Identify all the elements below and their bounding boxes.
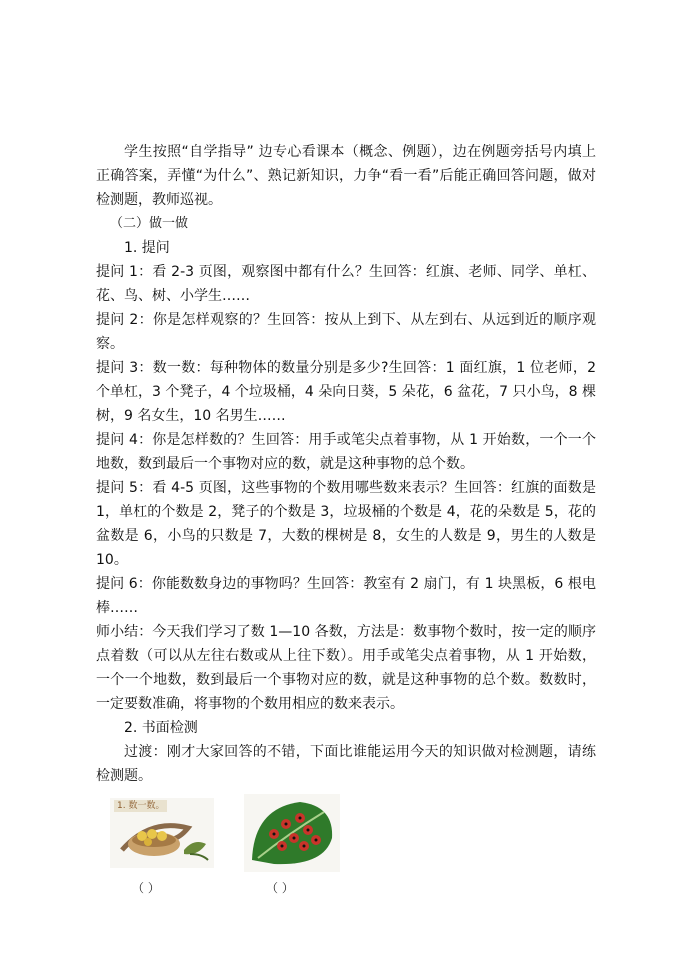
subheading-written-test: 2. 书面检测 <box>124 720 198 736</box>
document-body <box>96 140 596 904</box>
question-2: 提问 2：你是怎样观察的？生回答：按从上到下、从左到右、从远到近的顺序观察。 <box>96 312 596 352</box>
question-4: 提问 4：你是怎样数的？生回答：用手或笔尖点着事物，从 1 开始数，一个一个地数，数到最后一个事物对应的数，就是这种事物的总个数。 <box>96 432 596 472</box>
subheading-questions: 1. 提问 <box>124 240 170 256</box>
section-heading: （二）做一做 <box>110 216 189 231</box>
answer-blank-left: （ ） <box>132 881 160 895</box>
ladybugs-on-leaf-icon <box>244 794 340 872</box>
question-1: 提问 1：看 2-3 页图，观察图中都有什么？生回答：红旗、老师、同学、单杠、花、鸟、树、小学生…… <box>96 264 596 304</box>
transition-paragraph: 过渡：刚才大家回答的不错，下面比谁能运用今天的知识做对检测题，请练检测题。 <box>96 744 596 784</box>
exercise-image-left <box>110 798 214 868</box>
intro-paragraph: 学生按照“自学指导” 边专心看课本（概念、例题），边在例题旁括号内填上正确答案，弄懂“为什么”、熟记新知识，力争“看一看”后能正确回答问题，做对检测题，教师巡视。 <box>96 144 596 208</box>
exercise-title: 1. 数一数。 <box>114 800 167 812</box>
question-5: 提问 5：看 4-5 页图，这些事物的个数用哪些数来表示？生回答：红旗的面数是 1，单杠的个数是 2，凳子的个数是 3，垃圾桶的个数是 4，花的朵数是 5，花的盆数是 6，小鸟的只数是 7，大数的棵树是 8，女生的人数是 9，男生的人数是 10。 <box>96 480 596 568</box>
answer-blank-right: （ ） <box>266 881 294 895</box>
exercise-image-right <box>244 794 340 872</box>
question-3: 提问 3：数一数：每种物体的数量分别是多少?生回答：1 面红旗，1 位老师，2 个单杠，3 个凳子，4 个垃圾桶，4 朵向日葵，5 朵花，6 盆花，7 只小鸟，8 棵树，9 名女生，10 名男生…… <box>96 360 596 424</box>
exercise-area <box>96 794 596 904</box>
teacher-summary: 师小结：今天我们学习了数 1—10 各数，方法是：数事物个数时，按一定的顺序点着数（可以从左往右数或从上往下数）。用手或笔尖点着事物，从 1 开始数，一个一个地数，数到最后一个事物对应的数，就是这种事物的总个数。数数时，一定要数准确，将事物的个数用相应的数来表示。 <box>96 624 596 712</box>
question-6: 提问 6：你能数数身边的事物吗？生回答：教室有 2 扇门，有 1 块黑板，6 根电棒…… <box>96 576 596 616</box>
